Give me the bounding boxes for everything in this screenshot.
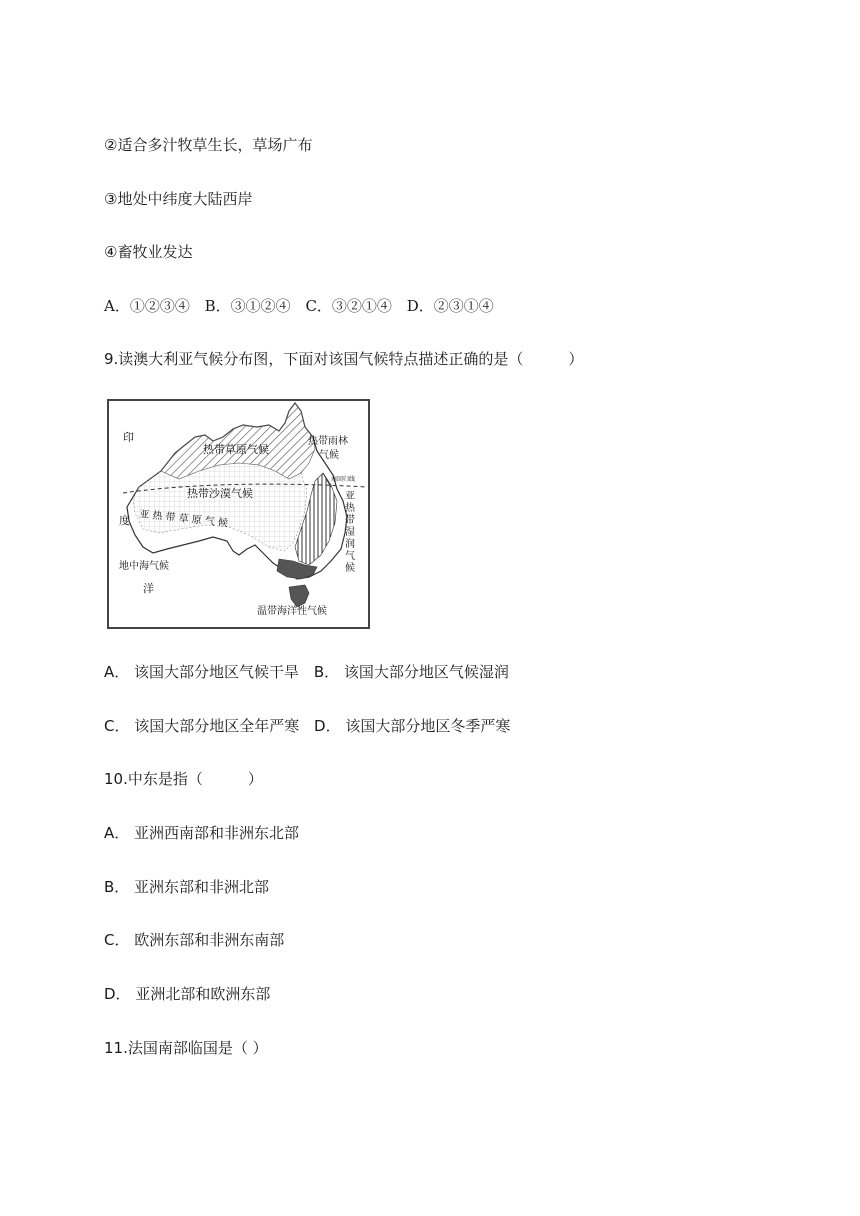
q10-option-b: B． 亚洲东部和非洲北部	[104, 878, 270, 896]
label-tropical-rainforest-2: 气候	[319, 450, 339, 461]
q10-option-d: D． 亚洲北部和欧洲东部	[104, 985, 271, 1003]
q8-option-a: A．①②③④	[104, 297, 190, 315]
label-mediterranean: 地中海气候	[119, 561, 169, 572]
q9-options-row-1	[104, 662, 509, 682]
australia-climate-map	[107, 399, 370, 629]
label-subtropical-grassland: 亚 热 带 草 原 气 候	[138, 509, 229, 530]
label-subtropical-humid: 亚热带湿润气候	[345, 491, 355, 574]
q9-option-d: D． 该国大部分地区冬季严寒	[314, 717, 511, 735]
label-tropical-desert: 热带沙漠气候	[187, 487, 253, 500]
tasmania	[289, 585, 309, 607]
label-yang: 洋	[143, 582, 154, 595]
statement-4: ④畜牧业发达	[104, 243, 193, 261]
q8-option-c: C．③②①④	[305, 297, 392, 315]
label-temperate-oceanic: 温带海洋性气候	[257, 606, 327, 617]
map-figure	[109, 401, 368, 627]
q11-stem: 11.法国南部临国是（ ）	[104, 1039, 268, 1057]
q9-option-b: B． 该国大部分地区气候湿润	[313, 663, 509, 681]
label-tropic-line: 南回归线	[331, 476, 356, 483]
label-tropical-grassland-north: 热带草原气候	[203, 443, 269, 456]
q10-option-c: C． 欧洲东部和非洲东南部	[104, 931, 285, 949]
q9-stem: 9.读澳大利亚气候分布图，下面对该国气候特点描述正确的是（ ）	[104, 350, 584, 368]
statement-2: ②适合多汁牧草生长，草场广布	[104, 136, 313, 154]
statement-3: ③地处中纬度大陆西岸	[104, 190, 253, 208]
q9-option-a: A． 该国大部分地区气候干旱	[104, 663, 300, 681]
label-tropical-rainforest-1: 热带雨林	[308, 436, 348, 447]
q8-option-d: D．②③①④	[406, 297, 494, 315]
label-yin: 印	[123, 431, 134, 444]
q8-options	[104, 296, 494, 316]
q10-option-a: A． 亚洲西南部和非洲东北部	[104, 824, 300, 842]
q10-stem: 10.中东是指（ ）	[104, 770, 263, 788]
q9-options-row-2	[104, 716, 510, 736]
label-du: 度	[119, 514, 130, 527]
q8-option-b: B．③①②④	[204, 297, 291, 315]
q9-option-c: C． 该国大部分地区全年严寒	[104, 717, 300, 735]
